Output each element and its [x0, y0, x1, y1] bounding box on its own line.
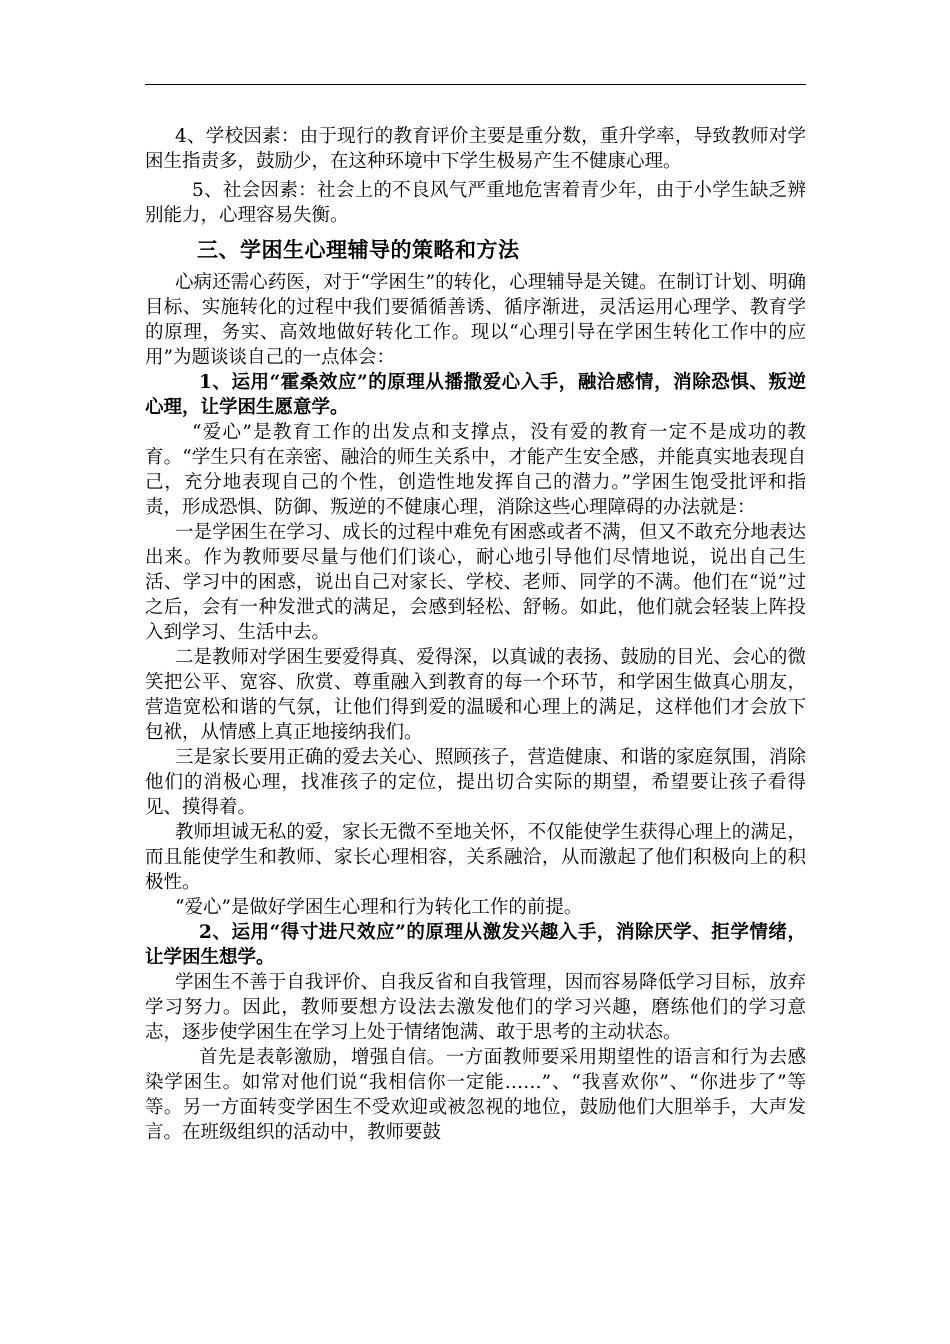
heading-foot-in-door-effect: 2、运用“得寸进尺效应”的原理从激发兴趣入手，消除厌学、拒学情绪，让学困生想学。 [145, 922, 806, 968]
paragraph-teacher-love: 教师坦诚无私的爱，家长无微不至地关怀，不仅能使学生获得心理上的满足，而且能使学生和教师、家长心理相容，关系融洽，从而激起了他们积极向上的积极性。 [145, 822, 806, 893]
paragraph-social-factors: 5、社会因素：社会上的不良风气严重地危害着青少年，由于小学生缺乏辨别能力，心理容易失衡。 [145, 180, 806, 226]
paragraph-interest: 学困生不善于自我评价、自我反省和自我管理，因而容易降低学习目标，放弃学习努力。因此，教师要想方设法去激发他们的学习兴趣，磨练他们的学习意志，逐步使学困生在学习上处于情绪饱满、敢于思考的主动状态。 [145, 972, 806, 1043]
heading-hawthorne-effect: 1、运用“霍桑效应”的原理从播撒爱心入手，融洽感情，消除恐惧、叛逆心理，让学困生愿意学。 [145, 372, 806, 418]
section-title: 三、学困生心理辅导的策略和方法 [197, 237, 520, 262]
paragraph-love-premise: “爱心”是做好学困生心理和行为转化工作的前提。 [175, 897, 583, 918]
paragraph-encouragement: 首先是表彰激励，增强自信。一方面教师要采用期望性的语言和行为去感染学困生。如常对他们说“我相信你一定能……”、“我喜欢你”、“你进步了”等等。另一方面转变学困生不受欢迎或被忽视的地位，鼓励他们大胆举手，大声发言。在班级组织的活动中，教师要鼓 [145, 1047, 806, 1143]
paragraph-love: “爱心”是教育工作的出发点和支撑点，没有爱的教育一定不是成功的教育。“学生只有在亲密、融洽的师生关系中，才能产生安全感，并能真实地表现自己，充分地表现自己的个性，创造性地发挥自己的潜力。”学困生饱受批评和指责，形成恐惧、防御、叛逆的不健康心理，消除这些心理障碍的办法就是： [145, 422, 806, 518]
header-rule [145, 84, 806, 85]
paragraph-intro: 心病还需心药医，对于“学困生”的转化，心理辅导是关键。在制订计划、明确目标、实施转化的过程中我们要循循善诱、循序渐进，灵活运用心理学、教育学的原理，务实、高效地做好转化工作。现以“心理引导在学困生转化工作中的应用”为题谈谈自己的一点体会： [145, 272, 806, 368]
paragraph-point-one: 一是学困生在学习、成长的过程中难免有困惑或者不满，但又不敢充分地表达出来。作为教师要尽量与他们们谈心，耐心地引导他们尽情地说，说出自己生活、学习中的困惑，说出自己对家长、学校、老师、同学的不满。他们在“说”过之后，会有一种发泄式的满足，会感到轻松、舒畅。如此，他们就会轻装上阵投入到学习、生活中去。 [145, 522, 806, 643]
document-body [145, 124, 806, 1145]
paragraph-school-factors: 4、学校因素：由于现行的教育评价主要是重分数，重升学率，导致教师对学困生指责多，鼓励少，在这种环境中下学生极易产生不健康心理。 [145, 126, 806, 172]
paragraph-point-three: 三是家长要用正确的爱去关心、照顾孩子，营造健康、和谐的家庭氛围，消除他们的消极心理，找准孩子的定位，提出切合实际的期望，希望要让孩子看得见、摸得着。 [145, 747, 806, 818]
paragraph-point-two: 二是教师对学困生要爱得真、爱得深，以真诚的表扬、鼓励的目光、会心的微笑把公平、宽容、欣赏、尊重融入到教育的每一个环节，和学困生做真心朋友，营造宽松和谐的气氛，让他们得到爱的温暖和心理上的满足，这样他们才会放下包袱，从情感上真正地接纳我们。 [145, 647, 806, 743]
